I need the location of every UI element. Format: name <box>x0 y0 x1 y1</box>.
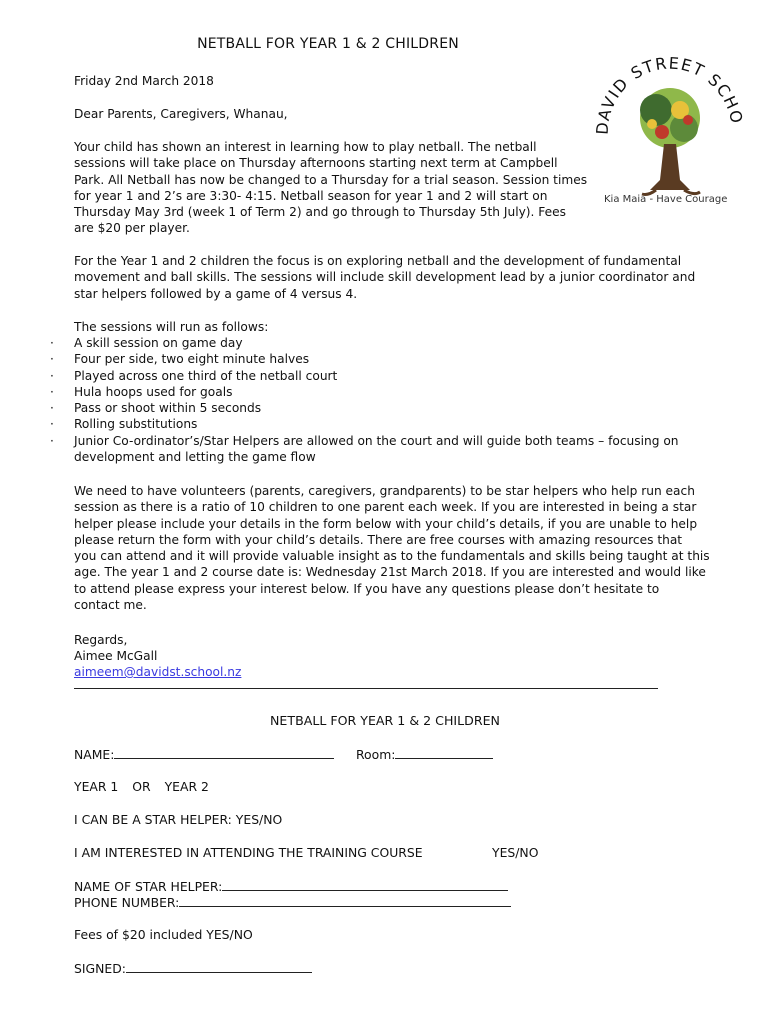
year-choice[interactable] <box>74 779 209 794</box>
star-helper-name-field[interactable] <box>74 878 508 894</box>
sessions-list <box>50 335 714 465</box>
star-helper-question[interactable]: I CAN BE A STAR HELPER: YES/NO <box>74 812 283 827</box>
school-logo <box>590 40 750 220</box>
phone-field[interactable] <box>74 894 511 910</box>
letter-paragraph-3: We need to have volunteers (parents, caregivers, grandparents) to be star helpers who help run each session as there is a ratio of 10 children to one parent each week. If you are interested in being a star helper please include your details in the form below with your child’s details, if you are unable to help please return the form with your child’s details. There are free courses with amazing resources that you can attend and it will provide valuable insight as to the fundamentals and skills being taught at this age. The year 1 and 2 course date is: Wednesday 21st March 2018. If you are interested and would like to attend please express your interest below. If you have any questions please don’t hesitate to contact me. <box>74 484 710 613</box>
letter-salutation: Dear Parents, Caregivers, Whanau, <box>74 107 288 121</box>
email-link[interactable]: aimeem@davidst.school.nz <box>74 665 242 679</box>
school-logo-graphic <box>590 40 750 220</box>
phone-blank[interactable] <box>179 894 511 907</box>
list-item: · Rolling substitutions <box>50 416 714 432</box>
year1-option[interactable]: YEAR 1 <box>74 779 119 794</box>
name-blank[interactable] <box>114 746 334 759</box>
list-item: · Played across one third of the netball court <box>50 368 714 384</box>
letter-paragraph-2: For the Year 1 and 2 children the focus is on exploring netball and the development of fundamental movement and ball skills. The sessions will include skill development lead by a junior coordinator and star helpers followed by a game of 4 versus 4. <box>74 254 696 301</box>
cut-divider <box>74 688 658 689</box>
letter-date: Friday 2nd March 2018 <box>74 74 214 88</box>
signed-label: SIGNED: <box>74 961 126 976</box>
room-blank[interactable] <box>395 746 493 759</box>
svg-text:DAVID STREET SCHOOL: DAVID STREET SCHO <box>592 53 747 136</box>
training-question: I AM INTERESTED IN ATTENDING THE TRAINING COURSE <box>74 845 423 860</box>
sessions-intro: The sessions will run as follows: <box>74 320 269 334</box>
signature-field[interactable] <box>74 960 312 976</box>
name-label: NAME: <box>74 747 115 762</box>
list-item: · Junior Co-ordinator’s/Star Helpers are allowed on the court and will guide both teams – focusing on development and letting the game flow <box>50 433 714 466</box>
fees-question[interactable]: Fees of $20 included YES/NO <box>74 927 253 942</box>
page-title: NETBALL FOR YEAR 1 & 2 CHILDREN <box>197 36 459 52</box>
list-item: · Four per side, two eight minute halves <box>50 351 714 367</box>
phone-label: PHONE NUMBER: <box>74 895 180 910</box>
name-field[interactable] <box>74 746 334 762</box>
room-field[interactable] <box>356 746 493 762</box>
training-yesno[interactable]: YES/NO <box>492 845 539 860</box>
letter-signer: Aimee McGall <box>74 649 158 663</box>
signature-blank[interactable] <box>126 960 312 973</box>
star-helper-name-label: NAME OF STAR HELPER: <box>74 879 223 894</box>
letter-paragraph-1: Your child has shown an interest in learning how to play netball. The netball sessions will take place on Thursday afternoons starting next term at Campbell Park. All Netball has now be changed to a Thursday for a trial season. Session times for year 1 and 2’s are 3:30- 4:15. Netball season for year 1 and 2 will start on Thursday May 3rd (week 1 of Term 2) and go through to Thursday 5th July). Fees are $20 per player. <box>74 140 588 236</box>
list-item: · Hula hoops used for goals <box>50 384 714 400</box>
or-text: OR <box>132 779 151 794</box>
year2-option[interactable]: YEAR 2 <box>164 779 209 794</box>
list-item: · Pass or shoot within 5 seconds <box>50 400 714 416</box>
room-label: Room: <box>356 747 396 762</box>
list-item: · A skill session on game day <box>50 335 714 351</box>
letter-regards: Regards, <box>74 633 128 647</box>
school-tagline: Kia Maia - Have Courage <box>604 194 728 205</box>
star-helper-name-blank[interactable] <box>222 878 508 891</box>
form-title: NETBALL FOR YEAR 1 & 2 CHILDREN <box>270 713 500 728</box>
